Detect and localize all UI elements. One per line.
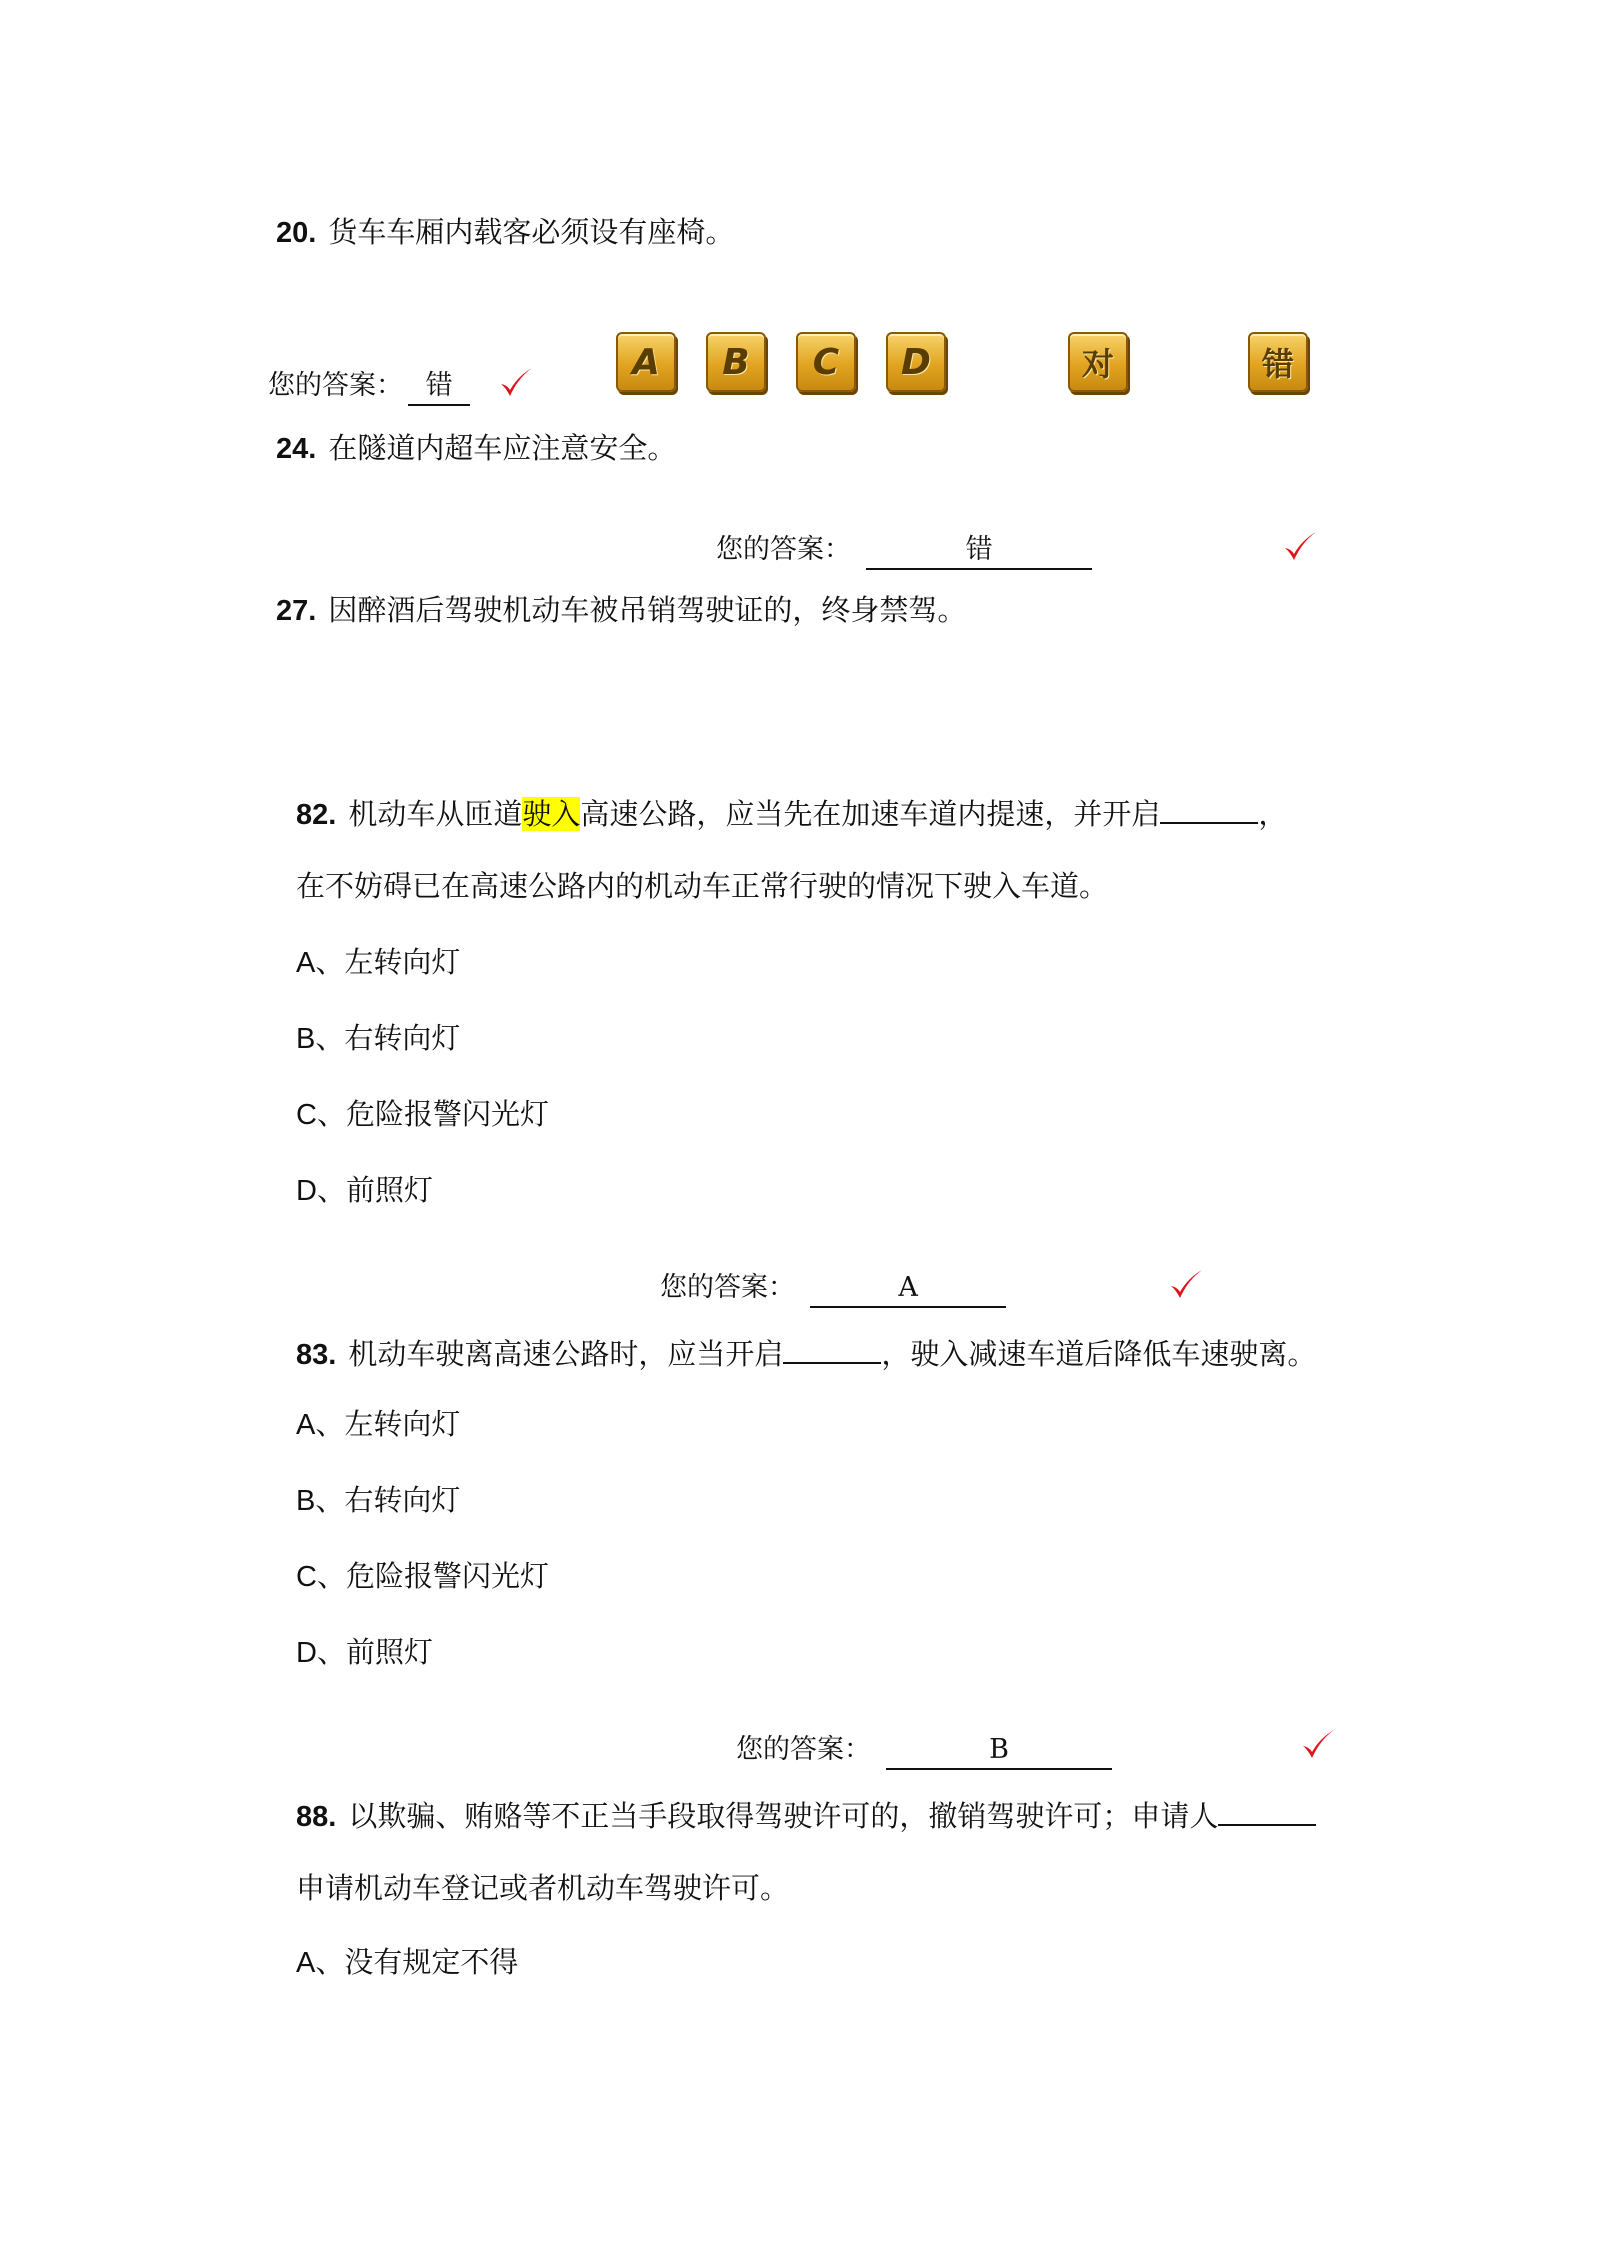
option-text: 、危险报警闪光灯	[316, 1559, 549, 1593]
checkmark-icon	[498, 366, 534, 400]
answer-button-d[interactable]: D	[886, 332, 946, 392]
question-text: 在隧道内超车应注意安全。	[328, 431, 677, 465]
question-83	[296, 1332, 1316, 1375]
answer-button-a[interactable]: A	[616, 332, 676, 392]
question-number: 20.	[276, 217, 317, 249]
option-a	[296, 1404, 460, 1445]
answer-row-24	[716, 532, 1092, 570]
checkmark-icon	[1300, 1728, 1336, 1762]
question-text-pre: 机动车从匝道	[348, 797, 523, 831]
option-text: 、右转向灯	[315, 1021, 461, 1055]
answer-row-83	[736, 1732, 1112, 1770]
option-text: 、右转向灯	[315, 1483, 461, 1517]
option-letter: B	[296, 1023, 316, 1055]
question-27	[276, 590, 966, 631]
fill-blank	[1160, 792, 1258, 824]
question-text: 货车车厢内载客必须设有座椅。	[328, 215, 735, 249]
question-82-line2: 在不妨碍已在高速公路内的机动车正常行驶的情况下驶入车道。	[296, 869, 1109, 903]
question-number: 24.	[276, 433, 317, 465]
option-text: 、没有规定不得	[315, 1945, 519, 1979]
answer-label: 您的答案：	[660, 1272, 795, 1303]
option-text: 、前照灯	[316, 1635, 433, 1669]
question-text-post: 高速公路，应当先在加速车道内提速，并开启	[580, 797, 1161, 831]
option-letter: B	[296, 1485, 316, 1517]
checkmark-icon	[1282, 530, 1318, 564]
option-letter: A	[296, 947, 316, 979]
option-d	[296, 1632, 433, 1673]
answer-value: A	[810, 1270, 1006, 1308]
question-text-pre: 以欺骗、贿赂等不正当手段取得驾驶许可的，撤销驾驶许可；申请人	[348, 1799, 1219, 1833]
answer-button-b[interactable]: B	[706, 332, 766, 392]
answer-value: 错	[408, 368, 470, 406]
option-a	[296, 1942, 518, 1983]
option-letter: D	[296, 1175, 317, 1207]
answer-button-true[interactable]: 对	[1068, 332, 1128, 392]
option-text: 、左转向灯	[315, 945, 461, 979]
option-d	[296, 1170, 433, 1211]
answer-value: 错	[866, 532, 1092, 570]
option-c	[296, 1556, 549, 1597]
question-number: 83.	[296, 1339, 337, 1371]
fill-blank	[1218, 1794, 1316, 1826]
highlighted-text: 驶入	[522, 797, 581, 831]
question-24	[276, 428, 676, 469]
question-88-line2: 申请机动车登记或者机动车驾驶许可。	[296, 1871, 790, 1905]
answer-label: 您的答案：	[736, 1734, 871, 1765]
option-text: 、危险报警闪光灯	[316, 1097, 549, 1131]
answer-value: B	[886, 1732, 1112, 1770]
answer-label: 您的答案：	[268, 370, 403, 401]
question-text-end: ，	[1258, 797, 1288, 831]
question-text-pre: 机动车驶离高速公路时，应当开启	[348, 1337, 784, 1371]
option-b	[296, 1480, 460, 1521]
answer-label: 您的答案：	[716, 534, 851, 565]
question-text-post: ，驶入减速车道后降低车速驶离。	[881, 1337, 1317, 1371]
option-text: 、前照灯	[316, 1173, 433, 1207]
option-letter: D	[296, 1637, 317, 1669]
checkmark-icon	[1168, 1268, 1204, 1302]
option-a	[296, 942, 460, 983]
option-letter: C	[296, 1099, 317, 1131]
question-number: 27.	[276, 595, 317, 627]
answer-row-20	[268, 368, 470, 406]
question-text: 因醉酒后驾驶机动车被吊销驾驶证的，终身禁驾。	[328, 593, 967, 627]
answer-button-false[interactable]: 错	[1248, 332, 1308, 392]
option-text: 、左转向灯	[315, 1407, 461, 1441]
option-letter: A	[296, 1409, 316, 1441]
question-number: 82.	[296, 799, 337, 831]
option-letter: C	[296, 1561, 317, 1593]
option-b	[296, 1018, 460, 1059]
answer-row-82	[660, 1270, 1006, 1308]
question-82	[296, 792, 1287, 835]
fill-blank	[783, 1332, 881, 1364]
option-letter: A	[296, 1947, 316, 1979]
question-88	[296, 1794, 1316, 1837]
option-c	[296, 1094, 549, 1135]
question-20	[276, 212, 734, 253]
question-number: 88.	[296, 1801, 337, 1833]
answer-button-c[interactable]: C	[796, 332, 856, 392]
